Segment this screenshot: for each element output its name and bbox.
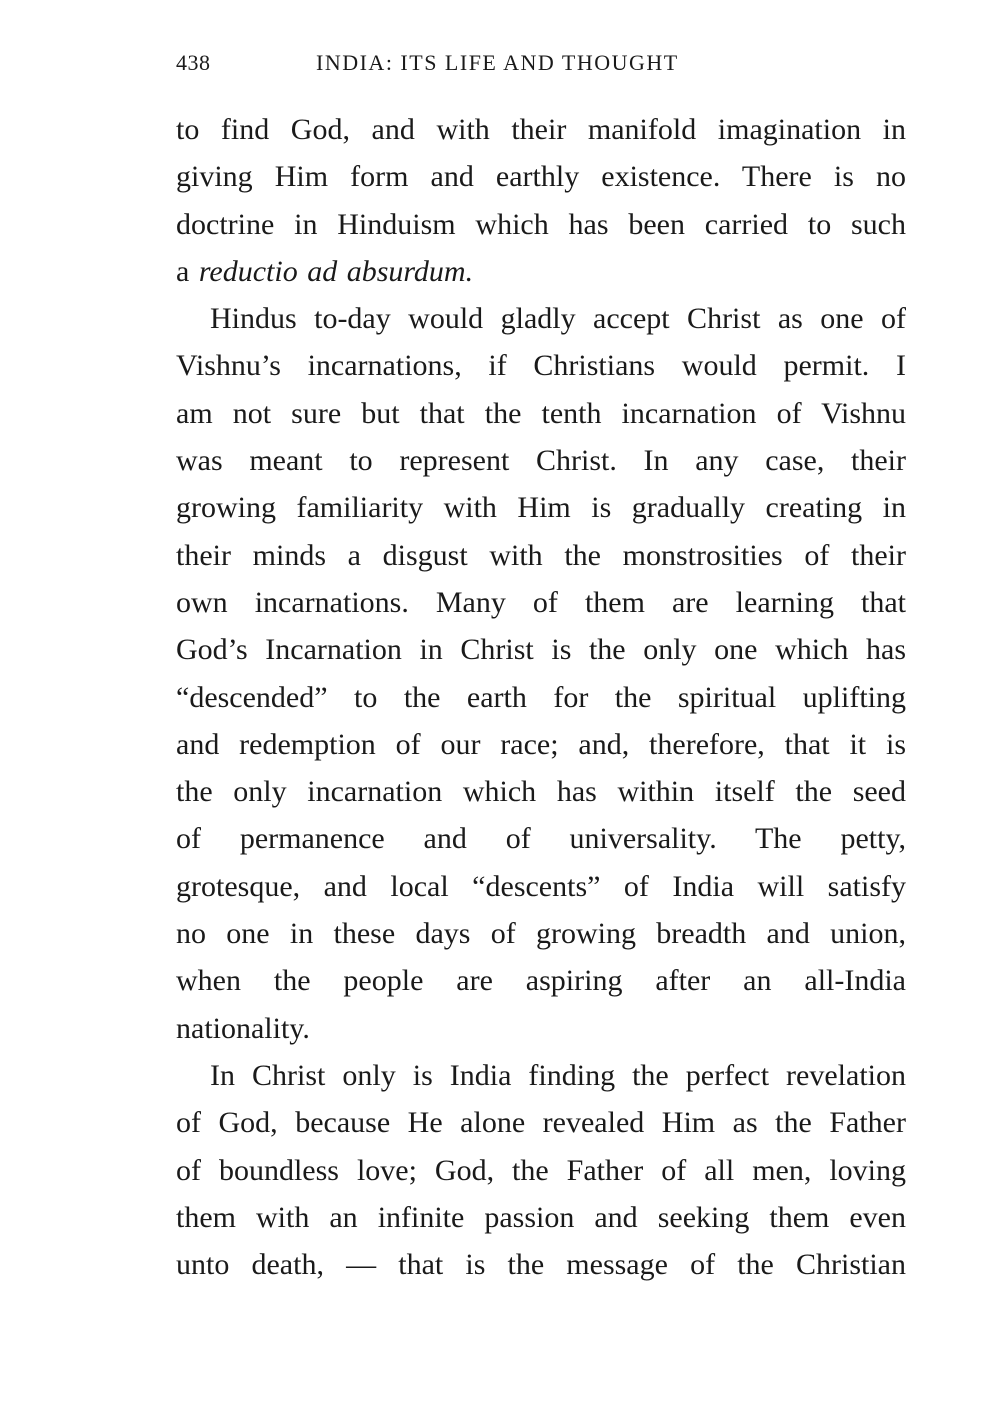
text-line: them with an infinite passion and seeking them even	[176, 1200, 906, 1234]
text-line: “descended” to the earth for the spiritual uplifting	[176, 680, 906, 714]
text-line: when the people are aspiring after an all-India	[176, 964, 906, 998]
body-text	[176, 106, 906, 1288]
page-number: 438	[176, 50, 211, 75]
text-line: growing familiarity with Him is gradually creating in	[176, 491, 906, 525]
text-line: of boundless love; God, the Father of all men, loving	[176, 1153, 906, 1187]
text-line: nationality.	[176, 1011, 310, 1045]
text-line	[176, 248, 906, 295]
text-line: In Christ only is India finding the perfect revelation	[210, 1058, 906, 1092]
text-fragment: a	[176, 254, 190, 288]
running-head: INDIA: ITS LIFE AND THOUGHT	[316, 50, 679, 75]
text-line: unto death, — that is the message of the Christian	[176, 1248, 906, 1282]
text-line: grotesque, and local “descents” of India will satisfy	[176, 869, 906, 903]
text-line: their minds a disgust with the monstrosities of their	[176, 538, 906, 572]
page-header	[176, 50, 906, 84]
text-line: own incarnations. Many of them are learning that	[176, 585, 906, 619]
text-line: Vishnu’s incarnations, if Christians would permit. I	[176, 349, 906, 383]
text-line: Hindus to-day would gladly accept Christ as one of	[210, 302, 906, 336]
text-line: was meant to represent Christ. In any case, their	[176, 444, 906, 478]
text-line: no one in these days of growing breadth and union,	[176, 917, 906, 951]
text-line: of permanence and of universality. The petty,	[176, 822, 906, 856]
text-line: and redemption of our race; and, therefore, that it is	[176, 727, 906, 761]
text-line: to find God, and with their manifold imagination in	[176, 113, 906, 146]
text-line: am not sure but that the tenth incarnation of Vishnu	[176, 396, 906, 430]
italic-phrase: reductio ad absurdum.	[198, 254, 474, 288]
text-line: of God, because He alone revealed Him as the Father	[176, 1106, 906, 1140]
text-line: doctrine in Hinduism which has been carried to such	[176, 207, 906, 241]
text-line: the only incarnation which has within itself the seed	[176, 775, 906, 809]
text-line: God’s Incarnation in Christ is the only one which has	[176, 633, 906, 667]
text-line: giving Him form and earthly existence. There is no	[176, 160, 906, 194]
